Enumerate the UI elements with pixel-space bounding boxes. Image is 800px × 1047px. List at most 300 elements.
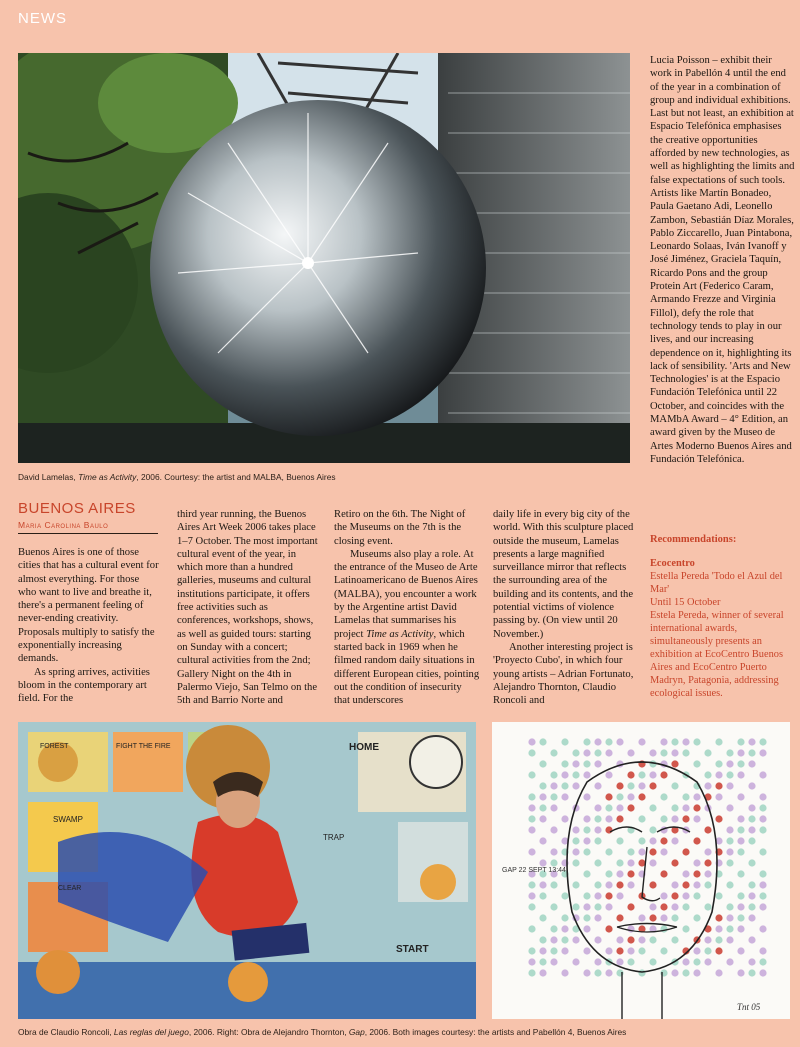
- article-column-3: Retiro on the 6th. The Night of the Museums on the 7th is the closing event. Museums also play a role. At the entrance of the Museo de Arte Latinoamericano de Buenos Aires (MALBA), you encounter a work by the Argentine artist David Lamelas that summarises his project Time as Activity, which started back in 1969 when he filmed random daily situations in different European cities, pointing out the condition of insecurity that underscores: [334, 509, 480, 707]
- pattern-dot: [572, 837, 579, 844]
- pattern-dot: [649, 903, 656, 910]
- pattern-dot: [594, 782, 601, 789]
- pattern-dot: [583, 925, 590, 932]
- pattern-dot: [605, 815, 612, 822]
- pattern-dot: [583, 870, 590, 877]
- pattern-dot: [715, 969, 722, 976]
- pattern-dot: [583, 738, 590, 745]
- pattern-dot: [539, 914, 546, 921]
- top-caption: David Lamelas, Time as Activity, 2006. Courtesy: the artist and MALBA, Buenos Aires: [18, 472, 336, 482]
- pattern-dot: [539, 958, 546, 965]
- pattern-dot: [660, 738, 667, 745]
- pattern-dot: [572, 859, 579, 866]
- pattern-dot: [594, 892, 601, 899]
- pattern-dot: [561, 969, 568, 976]
- pattern-dot: [715, 771, 722, 778]
- pattern-dot: [528, 903, 535, 910]
- pattern-dot: [671, 837, 678, 844]
- pattern-dot: [759, 870, 766, 877]
- pattern-dot: [594, 738, 601, 745]
- pattern-dot: [594, 760, 601, 767]
- recommendation-exhibition: Estella Pereda 'Todo el Azul del Mar': [650, 571, 783, 595]
- pattern-dot: [704, 947, 711, 954]
- pattern-dot: [572, 903, 579, 910]
- pattern-dot: [726, 804, 733, 811]
- pattern-dot: [660, 848, 667, 855]
- pattern-dot: [561, 793, 568, 800]
- pattern-dot: [539, 738, 546, 745]
- pattern-dot: [627, 782, 634, 789]
- dotted-face-drawing: [492, 722, 790, 1019]
- pattern-dot: [638, 782, 645, 789]
- pattern-dot: [528, 826, 535, 833]
- section-label: NEWS: [18, 10, 67, 27]
- pattern-dot: [748, 892, 755, 899]
- pattern-dot: [682, 925, 689, 932]
- pattern-dot: [561, 815, 568, 822]
- pattern-dot: [660, 925, 667, 932]
- pattern-dot: [693, 914, 700, 921]
- pattern-dot: [737, 892, 744, 899]
- pattern-dot: [704, 870, 711, 877]
- pattern-dot: [671, 738, 678, 745]
- pattern-dot: [539, 815, 546, 822]
- pattern-dot: [671, 760, 678, 767]
- pattern-dot: [660, 793, 667, 800]
- pattern-dot: [605, 749, 612, 756]
- pattern-dot: [748, 837, 755, 844]
- article-column-4: daily life in every big city of the world. With this sculpture placed outside the museum, Lamelas presents a large magnified surveillance mirror that reflects the surrounding area of the building and its contents, and the potential victims of violence passing by. (On view until 20 November.) Another interesting project is 'Proyecto Cubo', in which four young artists – Adrian Fortunato, Alejandro Thornton, Claudio Roncoli and: [493, 509, 634, 707]
- pattern-dot: [759, 947, 766, 954]
- pattern-dot: [583, 826, 590, 833]
- pattern-dot: [737, 738, 744, 745]
- pattern-dot: [660, 892, 667, 899]
- board-label-home: HOME: [349, 742, 379, 753]
- pattern-dot: [671, 881, 678, 888]
- pattern-dot: [561, 738, 568, 745]
- pattern-dot: [671, 749, 678, 756]
- pattern-dot: [605, 925, 612, 932]
- pattern-dot: [737, 870, 744, 877]
- pattern-dot: [715, 936, 722, 943]
- pattern-dot: [693, 760, 700, 767]
- pattern-dot: [737, 749, 744, 756]
- pattern-dot: [682, 815, 689, 822]
- pattern-dot: [539, 793, 546, 800]
- pattern-dot: [550, 848, 557, 855]
- pattern-dot: [605, 892, 612, 899]
- pattern-dot: [748, 760, 755, 767]
- pattern-dot: [649, 771, 656, 778]
- pattern-dot: [759, 738, 766, 745]
- pattern-dot: [550, 903, 557, 910]
- board-label-forest: FOREST: [40, 743, 69, 750]
- recommendation-venue: Ecocentro: [650, 558, 695, 569]
- pattern-dot: [550, 958, 557, 965]
- pattern-dot: [759, 969, 766, 976]
- pattern-dot: [594, 815, 601, 822]
- pattern-dot: [726, 749, 733, 756]
- pattern-dot: [748, 815, 755, 822]
- pattern-dot: [682, 870, 689, 877]
- pattern-dot: [726, 771, 733, 778]
- pattern-dot: [594, 936, 601, 943]
- pattern-dot: [583, 793, 590, 800]
- pattern-dot: [682, 903, 689, 910]
- pattern-dot: [528, 925, 535, 932]
- pattern-dot: [726, 826, 733, 833]
- pattern-dot: [550, 782, 557, 789]
- pattern-dot: [660, 749, 667, 756]
- pattern-dot: [759, 881, 766, 888]
- pattern-dot: [616, 892, 623, 899]
- pattern-dot: [594, 837, 601, 844]
- pattern-dot: [627, 958, 634, 965]
- pattern-dot: [671, 903, 678, 910]
- pattern-dot: [528, 947, 535, 954]
- board-label-trap: TRAP: [323, 833, 345, 842]
- right-column-text: Lucia Poisson – exhibit their work in Pabellón 4 until the end of the year in a combination of group and individual exhibitions. Last but not least, an exhibition at Espacio Telefónica emphasises the creative opportunities afforded by new technologies, as well as highlighting the limits and false expectations of such tools. Artists like Martín Bonadeo, Paula Gaetano Adi, Leonello Zambon, Sebastián Díaz Morales, Pablo Ziccarello, Juan Pintabona, Leonardo Solaas, Iván Ivanoff y José Jiménez, Graciela Taquín, Ricardo Pons and the group Protein Art (Federico Caram, Armando Frezze and Virginia Fillol), defy the role that technology tends to play in our lives, and our increasing dependence on it, highlighting its lack of sensibility. 'Arts and New Technologies' is at the Espacio Fundación Telefónica until 22 October, and coincides with the MAMbA Award – 4° Edition, an award given by the Museo de Artes Moderno Buenos Aires and Fundación Telefónica.: [650, 55, 795, 465]
- pattern-dot: [616, 793, 623, 800]
- pattern-dot: [649, 914, 656, 921]
- pattern-dot: [748, 749, 755, 756]
- pattern-dot: [594, 903, 601, 910]
- pattern-dot: [704, 771, 711, 778]
- pattern-dot: [539, 947, 546, 954]
- pattern-dot: [726, 859, 733, 866]
- bottom-left-artwork: [18, 722, 476, 1019]
- pattern-dot: [704, 826, 711, 833]
- pattern-dot: [528, 793, 535, 800]
- pattern-dot: [693, 804, 700, 811]
- pattern-dot: [671, 892, 678, 899]
- pattern-dot: [583, 969, 590, 976]
- pattern-dot: [605, 903, 612, 910]
- pattern-dot: [759, 804, 766, 811]
- pattern-dot: [539, 969, 546, 976]
- pattern-dot: [638, 848, 645, 855]
- pattern-dot: [561, 760, 568, 767]
- pattern-dot: [561, 947, 568, 954]
- pattern-dot: [550, 771, 557, 778]
- pattern-dot: [528, 958, 535, 965]
- pattern-dot: [682, 749, 689, 756]
- pattern-dot: [748, 969, 755, 976]
- pattern-dot: [528, 771, 535, 778]
- pattern-dot: [649, 837, 656, 844]
- pattern-dot: [715, 892, 722, 899]
- pattern-dot: [550, 936, 557, 943]
- pattern-dot: [616, 947, 623, 954]
- pattern-dot: [759, 793, 766, 800]
- pattern-dot: [572, 958, 579, 965]
- pattern-dot: [715, 782, 722, 789]
- pattern-dot: [583, 749, 590, 756]
- pattern-dot: [561, 892, 568, 899]
- pattern-dot: [748, 859, 755, 866]
- pattern-dot: [539, 936, 546, 943]
- pattern-dot: [638, 793, 645, 800]
- pattern-dot: [715, 925, 722, 932]
- pattern-dot: [605, 947, 612, 954]
- pattern-dot: [583, 903, 590, 910]
- pattern-dot: [660, 837, 667, 844]
- heading-rule: [18, 533, 158, 534]
- pattern-dot: [594, 826, 601, 833]
- pattern-dot: [715, 914, 722, 921]
- pattern-dot: [649, 859, 656, 866]
- article-column-2: third year running, the Buenos Aires Art Week 2006 takes place 1–7 October. The most important cultural event of the year, in which more than a hundred galleries, museums and cultural institutions participate, it offers free activities such as conferences, workshops, shows, as well as guided tours: starting on Sunday with a concert; cultural activities from the 2nd; Gallery Night on the 4th in Palermo Viejo, San Telmo on the 5th and Barrio Norte and: [177, 509, 318, 707]
- pattern-dot: [704, 903, 711, 910]
- pattern-dot: [726, 903, 733, 910]
- pattern-dot: [627, 771, 634, 778]
- pattern-dot: [627, 793, 634, 800]
- pattern-dot: [682, 804, 689, 811]
- artist-signature: Tnt 05: [737, 1002, 761, 1012]
- pattern-dot: [627, 859, 634, 866]
- bottom-caption: Obra de Claudio Roncoli, Las reglas del juego, 2006. Right: Obra de Alejandro Thornton, Gap, 2006. Both images courtesy: the artists and Pabellón 4, Buenos Aires: [18, 1027, 627, 1037]
- pattern-dot: [704, 936, 711, 943]
- pattern-dot: [759, 903, 766, 910]
- pattern-dot: [627, 749, 634, 756]
- pattern-dot: [704, 958, 711, 965]
- pattern-dot: [605, 870, 612, 877]
- pattern-dot: [704, 881, 711, 888]
- pattern-dot: [759, 815, 766, 822]
- pattern-dot: [660, 870, 667, 877]
- pattern-dot: [704, 859, 711, 866]
- pattern-dot: [726, 936, 733, 943]
- board-label-swamp: SWAMP: [53, 815, 83, 824]
- pattern-dot: [649, 958, 656, 965]
- pattern-dot: [583, 815, 590, 822]
- recommendations-heading: Recommendations:: [650, 534, 737, 545]
- pattern-dot: [649, 749, 656, 756]
- pattern-dot: [627, 947, 634, 954]
- pattern-dot: [539, 881, 546, 888]
- pattern-dot: [616, 870, 623, 877]
- pattern-dot: [638, 738, 645, 745]
- pattern-dot: [528, 749, 535, 756]
- pattern-dot: [759, 826, 766, 833]
- pattern-dot: [704, 848, 711, 855]
- pattern-dot: [550, 947, 557, 954]
- pattern-dot: [594, 958, 601, 965]
- top-photo: [18, 53, 630, 463]
- pattern-dot: [693, 738, 700, 745]
- pattern-dot: [638, 815, 645, 822]
- pattern-dot: [649, 826, 656, 833]
- pattern-dot: [649, 804, 656, 811]
- pattern-dot: [561, 771, 568, 778]
- pattern-dot: [605, 771, 612, 778]
- pattern-dot: [528, 892, 535, 899]
- pattern-dot: [748, 881, 755, 888]
- pattern-dot: [561, 782, 568, 789]
- pattern-dot: [627, 881, 634, 888]
- pattern-dot: [605, 804, 612, 811]
- pattern-dot: [715, 760, 722, 767]
- pattern-dot: [649, 881, 656, 888]
- pattern-dot: [671, 914, 678, 921]
- pattern-dot: [616, 804, 623, 811]
- pattern-dot: [528, 804, 535, 811]
- pattern-dot: [605, 881, 612, 888]
- pattern-dot: [715, 947, 722, 954]
- pattern-dot: [682, 793, 689, 800]
- pattern-dot: [726, 925, 733, 932]
- pattern-dot: [583, 837, 590, 844]
- pattern-dot: [671, 859, 678, 866]
- pattern-dot: [660, 947, 667, 954]
- board-label-start: START: [396, 944, 429, 955]
- pattern-dot: [649, 848, 656, 855]
- pattern-dot: [583, 760, 590, 767]
- pattern-dot: [671, 815, 678, 822]
- pattern-dot: [638, 969, 645, 976]
- pattern-dot: [682, 969, 689, 976]
- pattern-dot: [693, 958, 700, 965]
- pattern-dot: [561, 925, 568, 932]
- pattern-dot: [583, 892, 590, 899]
- pattern-dot: [737, 826, 744, 833]
- pattern-dot: [759, 892, 766, 899]
- pattern-dot: [594, 881, 601, 888]
- pattern-dot: [528, 969, 535, 976]
- pattern-dot: [693, 870, 700, 877]
- pattern-dot: [638, 936, 645, 943]
- article-column-1: Buenos Aires is one of those cities that has a cultural event for almost everything. For those who want to live and breathe it, there's a permanent feeling of never-ending creativity. Proposals multiply to satisfy the exponentially increasing demands. As spring arrives, activities bloom in the contemporary art field. For the: [18, 547, 159, 705]
- pattern-dot: [693, 881, 700, 888]
- pattern-dot: [671, 804, 678, 811]
- pattern-dot: [693, 892, 700, 899]
- pattern-dot: [528, 815, 535, 822]
- pattern-dot: [748, 914, 755, 921]
- pattern-dot: [528, 881, 535, 888]
- pattern-dot: [539, 892, 546, 899]
- pattern-dot: [693, 793, 700, 800]
- pattern-dot: [660, 815, 667, 822]
- pattern-dot: [693, 815, 700, 822]
- pattern-dot: [550, 804, 557, 811]
- pattern-dot: [539, 782, 546, 789]
- pattern-dot: [671, 782, 678, 789]
- pattern-dot: [605, 969, 612, 976]
- pattern-dot: [726, 760, 733, 767]
- pattern-dot: [649, 782, 656, 789]
- pattern-dot: [539, 804, 546, 811]
- board-label-clear: CLEAR: [58, 885, 82, 892]
- pattern-dot: [550, 925, 557, 932]
- pattern-dot: [682, 848, 689, 855]
- pattern-dot: [748, 958, 755, 965]
- pattern-dot: [693, 837, 700, 844]
- pattern-dot: [528, 738, 535, 745]
- pattern-dot: [748, 738, 755, 745]
- pattern-dot: [627, 870, 634, 877]
- pattern-dot: [682, 738, 689, 745]
- pattern-dot: [550, 881, 557, 888]
- pattern-dot: [638, 771, 645, 778]
- pattern-dot: [638, 947, 645, 954]
- pattern-dot: [682, 881, 689, 888]
- recommendation-description: Estela Pereda, winner of several international awards, simultaneously presents an exhibition at EcoCentro Buenos Aires and EcoCentro Puerto Madryn, Patagonia, addressing ecological issues.: [650, 610, 784, 699]
- pattern-dot: [550, 826, 557, 833]
- pattern-dot: [539, 837, 546, 844]
- pattern-dot: [627, 848, 634, 855]
- pattern-dot: [550, 749, 557, 756]
- pattern-dot: [726, 837, 733, 844]
- pattern-dot: [726, 782, 733, 789]
- pattern-dot: [748, 782, 755, 789]
- pattern-dot: [737, 925, 744, 932]
- pattern-dot: [682, 892, 689, 899]
- pattern-dot: [539, 859, 546, 866]
- bottom-right-artwork: [492, 722, 790, 1019]
- pattern-dot: [759, 925, 766, 932]
- pattern-dot: [627, 936, 634, 943]
- pattern-dot: [715, 793, 722, 800]
- pattern-dot: [572, 760, 579, 767]
- pattern-dot: [572, 848, 579, 855]
- article-title: BUENOS AIRES: [18, 500, 136, 517]
- pattern-dot: [550, 793, 557, 800]
- pattern-dot: [583, 947, 590, 954]
- pattern-dot: [671, 936, 678, 943]
- pattern-dot: [737, 969, 744, 976]
- pattern-dot: [638, 837, 645, 844]
- pattern-dot: [726, 881, 733, 888]
- drawing-note: GAP 22 SEPT 13:44: [502, 867, 566, 874]
- recommendations-box: [650, 534, 795, 700]
- pattern-dot: [759, 958, 766, 965]
- pattern-dot: [704, 749, 711, 756]
- pattern-dot: [638, 914, 645, 921]
- pattern-dot: [616, 859, 623, 866]
- board-label-fight-fire: FIGHT THE FIRE: [116, 743, 171, 750]
- pattern-dot: [605, 826, 612, 833]
- pattern-dot: [737, 760, 744, 767]
- pattern-dot: [682, 958, 689, 965]
- pattern-dot: [605, 738, 612, 745]
- recommendation-dates: Until 15 October: [650, 597, 721, 608]
- pattern-dot: [539, 760, 546, 767]
- pattern-dot: [737, 914, 744, 921]
- pattern-dot: [616, 936, 623, 943]
- pattern-dot: [572, 936, 579, 943]
- pattern-dot: [561, 914, 568, 921]
- pattern-dot: [737, 815, 744, 822]
- pattern-dot: [616, 837, 623, 844]
- pattern-dot: [594, 749, 601, 756]
- pattern-dot: [561, 936, 568, 943]
- pattern-dot: [594, 859, 601, 866]
- pattern-dot: [737, 771, 744, 778]
- pattern-dot: [693, 947, 700, 954]
- board-game-painting: [18, 722, 476, 1019]
- article-byline: Maria Carolina Baulo: [18, 520, 109, 530]
- pattern-dot: [616, 738, 623, 745]
- pattern-dot: [572, 881, 579, 888]
- pattern-dot: [605, 848, 612, 855]
- pattern-dot: [572, 771, 579, 778]
- pattern-dot: [572, 749, 579, 756]
- pattern-dot: [572, 782, 579, 789]
- pattern-dot: [748, 826, 755, 833]
- pattern-dot: [748, 804, 755, 811]
- pattern-dot: [737, 837, 744, 844]
- pattern-dot: [594, 969, 601, 976]
